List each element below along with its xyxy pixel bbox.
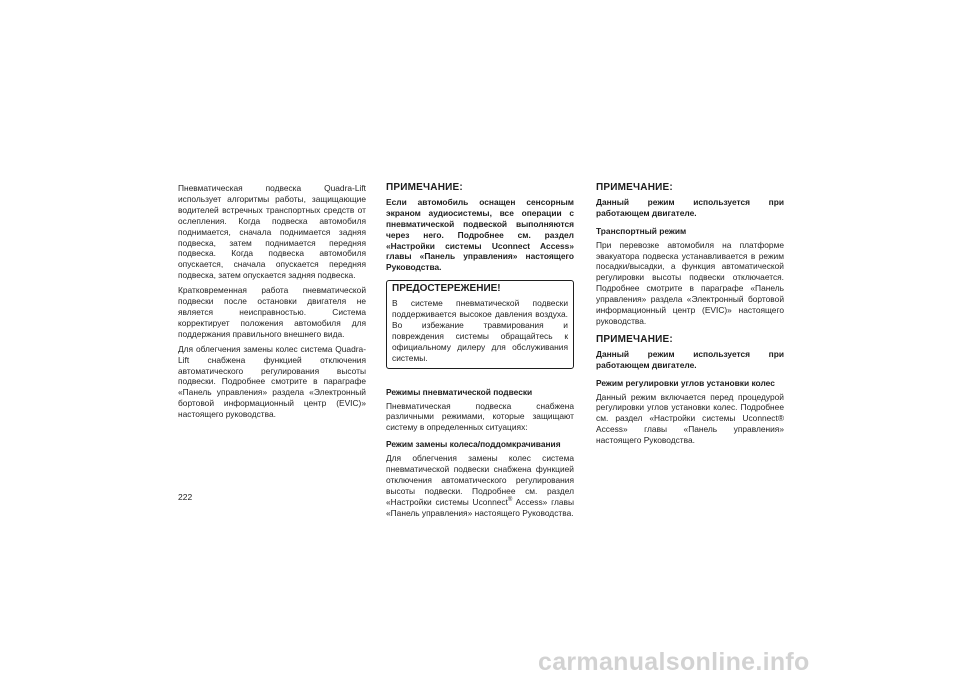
note-text: Если автомобиль оснащен сенсорным экраном аудиосистемы, все операции с пневматической подвеской выполняются через него. Подробнее см. раздел «Настройки системы Uconnect Access» главы «Панель управления» настоящего Руководства.	[386, 196, 574, 273]
transport-mode-text: При перевозке автомобиля на платформе эвакуатора подвеска устанавливается в режим посадки/высадки, а функция автоматической регулировки высоты подвески отключается. Подробнее смотрите в параграфе «Панель управления» раздела «Электронный бортовой информационный центр (EVIC)» настоящего руководства.	[596, 239, 784, 326]
wheel-change-mode-text: Для облегчения замены колес система пневматической подвески снабжена функцией отключения автоматического регулирования высоты подвески. Подробнее см. раздел «Настройки системы Uconnect® Access» главы «Панель управления» настоящего Руководства.	[386, 453, 574, 518]
column-right	[596, 183, 784, 450]
column-middle	[386, 183, 574, 523]
paragraph-wheel-change-function: Для облегчения замены колес система Quadra-Lift снабжена функцией отключения автоматического регулирования высоты подвески. Подробнее смотрите в параграфе «Панель управления» раздела «Электронный бортовой информационный центр (EVIC)» настоящего руководства.	[178, 343, 366, 420]
note-text-1: Данный режим используется при работающем двигателе.	[596, 196, 784, 218]
note-heading-1: ПРИМЕЧАНИЕ:	[596, 182, 673, 193]
alignment-mode-heading: Режим регулировки углов установки колес	[596, 377, 775, 388]
wheel-change-mode-heading: Режим замены колеса/поддомкрачивания	[386, 439, 561, 450]
warning-box	[386, 280, 574, 368]
alignment-mode-text: Данный режим включается перед процедурой регулировки углов установки колес. Подробнее см. раздел «Настройки системы Uconnect® Access» главы «Панель управления» настоящего Руководства.	[596, 391, 784, 446]
note-heading: ПРИМЕЧАНИЕ:	[386, 182, 463, 193]
column-left	[178, 183, 366, 424]
note-text-2: Данный режим используется при работающем двигателе.	[596, 348, 784, 370]
modes-heading: Режимы пневматической подвески	[386, 386, 533, 397]
transport-mode-heading: Транспортный режим	[596, 225, 687, 236]
page-number: 222	[178, 492, 193, 502]
paragraph-short-operation: Кратковременная работа пневматической подвески после остановки двигателя не является неисправностью. Система корректирует положения автомобиля для поддержания правильного внешнего вида.	[178, 285, 366, 339]
paragraph-quadra-lift-algorithms: Пневматическая подвеска Quadra-Lift использует алгоритмы работы, защищающие водителей встречных транспортных средств от ослепления. Когда подвеска автомобиля поднимается, сначала поднимается задняя подвеска, затем поднимается передняя подвеска. Когда подвеска автомобиля опускается, сначала опускается передняя подвеска, затем опускается задняя подвеска.	[178, 183, 366, 281]
note-heading-2: ПРИМЕЧАНИЕ:	[596, 333, 673, 345]
modes-text: Пневматическая подвеска снабжена различными режимами, которые защищают систему в определенных ситуациях:	[386, 400, 574, 433]
warning-heading: ПРЕДОСТЕРЕЖЕНИЕ!	[392, 283, 501, 295]
watermark: carmanualsonline.info	[538, 648, 810, 676]
warning-text: В системе пневматической подвески поддерживается высокое давления воздуха. Во избежание травмирования и повреждения системы обращайтесь к официальному дилеру для обслуживания системы.	[392, 298, 568, 363]
